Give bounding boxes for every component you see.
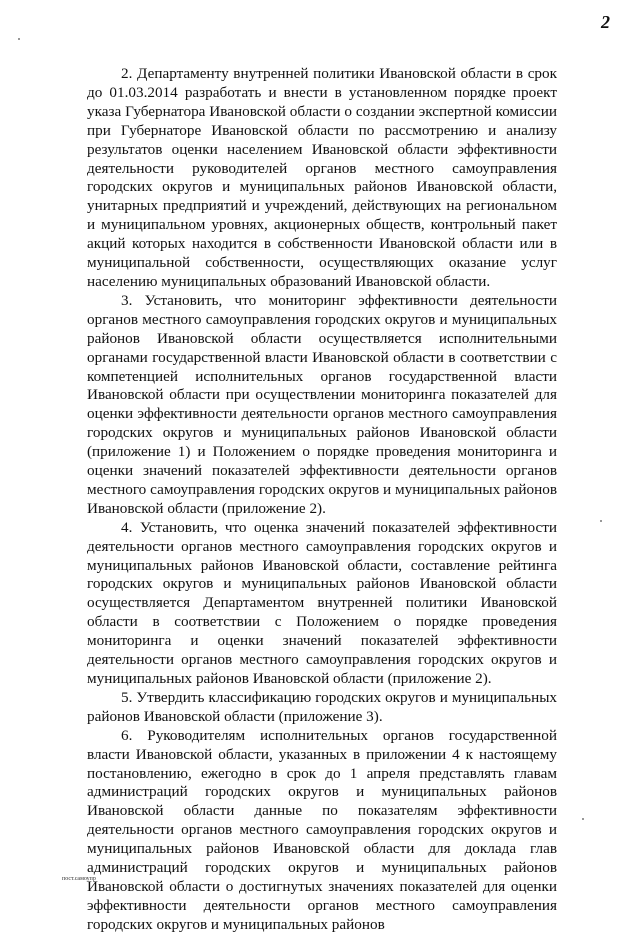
paragraph-2: 2. Департаменту внутренней политики Ивановской области в срок до 01.03.2014 разработать и внести в установленном порядке проект указа Губернатора Ивановской области о создании экспертной комиссии при Губернаторе Ивановской области по рассмотрению и анализу результатов оценки населением Ивановской области эффективности деятельности руководителей органов местного самоуправления городских округов и муниципальных районов Ивановской области, унитарных предприятий и учреждений, действующих на региональном и муниципальном уровнях, акционерных обществ, контрольный пакет акций которых находится в собственности Ивановской области или в муниципальной собственности, осуществляющих оказание услуг населению муниципальных образований Ивановской области. (87, 65, 557, 290)
paragraph-3: 3. Установить, что мониторинг эффективности деятельности органов местного самоуправления городских округов и муниципальных районов Ивановской области осуществляется исполнительными органами государственной власти Ивановской области в соответствии с компетенцией исполнительных органов государственной власти Ивановской области при осуществлении мониторинга показателей для оценки эффективности деятельности органов местного самоуправления городских округов и муниципальных районов Ивановской области (приложение 1) и Положением о порядке проведения мониторинга и оценки значений показателей эффективности деятельности органов местного самоуправления городских округов и муниципальных районов Ивановской области (приложение 2). (87, 291, 557, 517)
page-number: 2 (601, 12, 610, 32)
scan-speck (582, 818, 584, 820)
paragraph-6: 6. Руководителям исполнительных органов государственной власти Ивановской области, указанных в приложении 4 к настоящему постановлению, ежегодно в срок до 1 апреля представлять главам администраций городских округов и муниципальных районов Ивановской области данные по показателям эффективности деятельности органов местного самоуправления городских округов и муниципальных районов Ивановской области для доклада глав администраций городских округов и муниципальных районов Ивановской области о достигнутых значениях показателей для оценки эффективности деятельности органов местного самоуправления городских округов и муниципальных районов (87, 726, 557, 933)
scan-speck (18, 38, 20, 40)
paragraph-4: 4. Установить, что оценка значений показателей эффективности деятельности органов местного самоуправления городских округов и муниципальных районов Ивановской области, составление рейтинга городских округов и муниципальных районов Ивановской области осуществляется Департаментом внутренней политики Ивановской области в соответствии с Положением о порядке проведения мониторинга и оценки значений показателей эффективности деятельности органов местного самоуправления городских округов и муниципальных районов Ивановской области (приложение 2). (87, 518, 557, 687)
footer-code: пост.самоупр (62, 876, 96, 882)
document-body (87, 65, 557, 935)
paragraph-5: 5. Утвердить классификацию городских округов и муниципальных районов Ивановской области (приложение 3). (87, 688, 557, 725)
scan-speck (600, 520, 602, 522)
